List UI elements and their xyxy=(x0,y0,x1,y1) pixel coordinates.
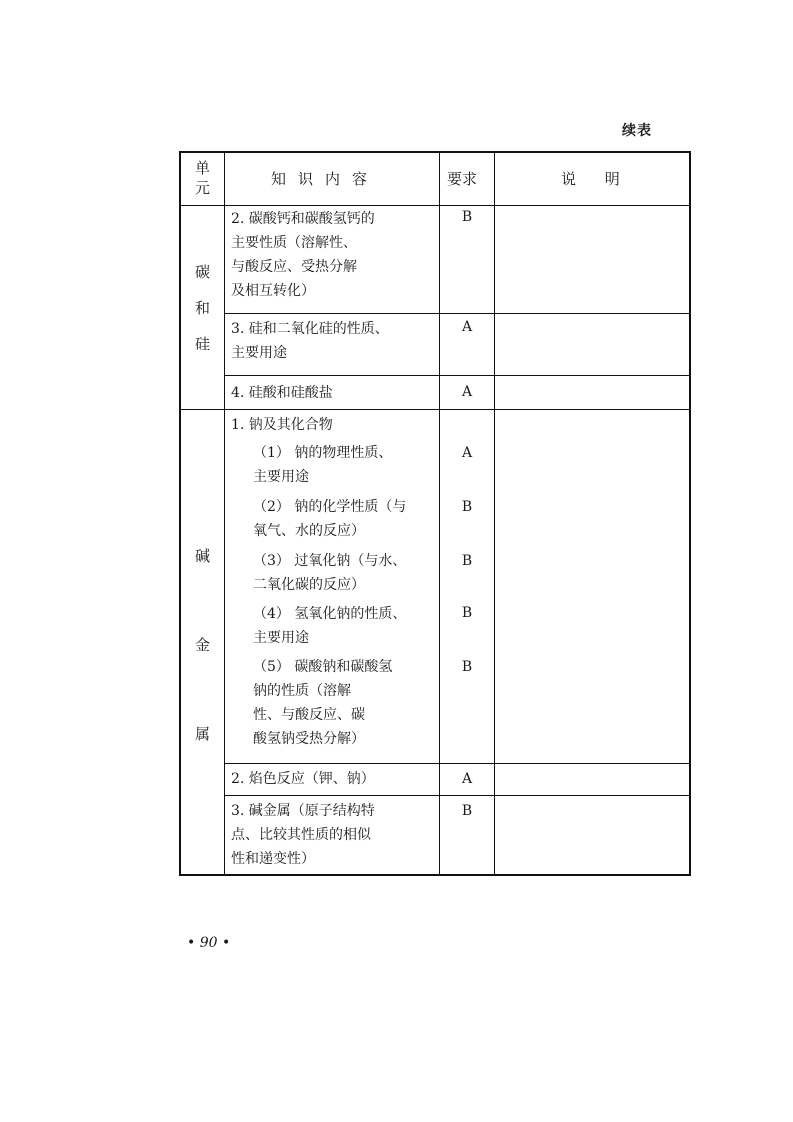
row-content: 4. 硅酸和硅酸盐 xyxy=(231,385,333,401)
row-content: 3. 碱金属（原子结构特 点、比较其性质的相似 性和递变性） xyxy=(231,803,375,867)
row-divider xyxy=(224,313,689,314)
row-content: （3） 过氧化钠（与水、 二氧化碳的反应） xyxy=(253,553,407,593)
row-divider xyxy=(224,795,689,796)
header-divider xyxy=(181,205,689,206)
unit-label-char: 金 xyxy=(195,636,211,654)
unit-label-char: 碱 xyxy=(195,547,211,565)
unit-label-char: 硅 xyxy=(195,335,211,353)
row-content: （1） 钠的物理性质、 主要用途 xyxy=(253,445,393,485)
curriculum-table xyxy=(179,151,691,876)
row-requirement: A xyxy=(461,319,473,335)
unit-label-char: 碳 xyxy=(195,263,211,281)
column-divider xyxy=(224,153,225,874)
header-requirement: 要求 xyxy=(447,170,478,188)
row-requirement: A xyxy=(461,445,473,461)
row-requirement: A xyxy=(461,771,473,787)
row-divider xyxy=(224,375,689,376)
row-content: 2. 焰色反应（钾、钠） xyxy=(231,771,375,787)
header-unit-char: 元 xyxy=(195,179,211,197)
header-unit-char: 单 xyxy=(195,159,211,177)
continued-table-label: 续表 xyxy=(622,123,652,139)
row-content: 1. 钠及其化合物 xyxy=(231,417,333,433)
unit-label-char: 和 xyxy=(195,299,211,317)
row-content: （2） 钠的化学性质（与 氧气、水的反应） xyxy=(253,499,407,539)
row-divider xyxy=(224,763,689,764)
row-content: 3. 硅和二氧化硅的性质、 主要用途 xyxy=(231,321,389,361)
row-requirement: B xyxy=(461,499,473,515)
row-requirement: B xyxy=(461,605,473,621)
row-requirement: B xyxy=(461,553,473,569)
row-requirement: B xyxy=(461,209,473,225)
column-divider xyxy=(494,153,495,874)
row-requirement: B xyxy=(461,659,473,675)
unit-label-char: 属 xyxy=(195,725,211,743)
header-explanation: 说 明 xyxy=(561,170,620,188)
row-content: （4） 氢氧化钠的性质、 主要用途 xyxy=(253,606,407,646)
row-requirement: A xyxy=(461,384,473,400)
header-content: 知识内容 xyxy=(271,170,380,188)
unit-divider xyxy=(181,409,689,410)
row-content: 2. 碳酸钙和碳酸氢钙的 主要性质（溶解性、 与酸反应、受热分解 及相互转化） xyxy=(231,211,375,299)
row-content: （5） 碳酸钠和碳酸氢 钠的性质（溶解 性、与酸反应、碳 酸氢钠受热分解） xyxy=(253,659,393,747)
row-requirement: B xyxy=(461,803,473,819)
page-number: • 90 • xyxy=(187,935,231,951)
